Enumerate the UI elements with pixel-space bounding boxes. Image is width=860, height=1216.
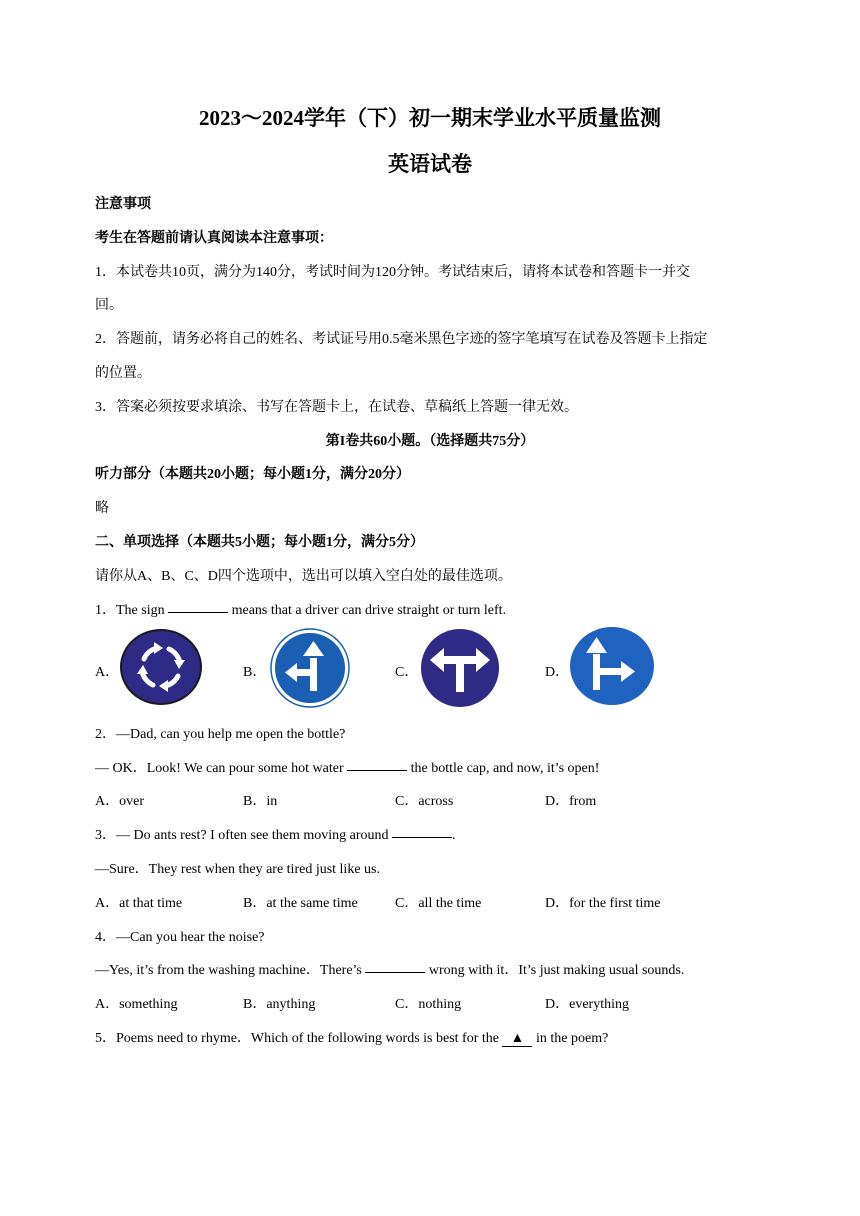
q3-option-b: B．at the same time — [243, 896, 358, 911]
listening-heading: 听力部分（本题共20小题；每小题1分，满分20分） — [95, 467, 410, 482]
q1-option-a-label: A． — [95, 665, 120, 680]
q5-stem — [95, 1027, 608, 1047]
notes-item: 的位置。 — [95, 366, 151, 381]
q3-option-d: D．for the first time — [545, 896, 661, 911]
section2-heading: 二、单项选择（本题共5小题；每小题1分，满分5分） — [95, 535, 424, 550]
q4-option-a: A．something — [95, 997, 178, 1012]
q5-blank: ▲ — [502, 1032, 532, 1047]
q4-option-b: B．anything — [243, 997, 316, 1012]
q4-line2-before: —Yes, it’s from the washing machine．There’s — [95, 963, 362, 978]
q3-option-a: A．at that time — [95, 896, 183, 911]
q3-line2: —Sure．They rest when they are tired just like us. — [95, 862, 380, 877]
q1-stem-after: means that a driver can drive straight or turn left. — [231, 603, 507, 618]
q4-blank — [365, 971, 425, 973]
notes-item: 2．答题前，请务必将自己的姓名、考试证号用0.5毫米黑色字迹的签字笔填写在试卷及答题卡上指定 — [95, 332, 708, 347]
q2-option-c: C．across — [395, 794, 454, 809]
q2-line1: 2．—Dad, can you help me open the bottle? — [95, 727, 346, 742]
exam-subtitle: 英语试卷 — [388, 152, 472, 176]
q4-line2 — [95, 959, 684, 979]
q2-option-d: D．from — [545, 794, 597, 809]
notes-intro: 考生在答题前请认真阅读本注意事项： — [95, 231, 333, 246]
q1-option-c-label: C． — [395, 665, 419, 680]
exam-title: 2023～2024学年（下）初一期末学业水平质量监测 — [199, 106, 661, 130]
q3-line1 — [95, 824, 456, 844]
left-or-right-sign-icon — [420, 628, 500, 708]
notes-heading: 注意事项 — [95, 197, 151, 212]
section2-instruction: 请你从A、B、C、D四个选项中，选出可以填入空白处的最佳选项。 — [95, 569, 512, 584]
roundabout-sign-icon — [118, 627, 204, 707]
straight-or-right-sign-icon — [569, 626, 655, 706]
q5-stem-before: 5．Poems need to rhyme．Which of the following words is best for the — [95, 1031, 499, 1046]
q3-line1-before: 3．— Do ants rest? I often see them moving around — [95, 828, 389, 843]
q1-blank — [168, 611, 228, 613]
q3-option-c: C．all the time — [395, 896, 482, 911]
q2-blank — [347, 769, 407, 771]
q3-line1-after: . — [452, 828, 456, 843]
q3-blank — [392, 836, 452, 838]
q4-line1: 4．—Can you hear the noise? — [95, 930, 265, 945]
q4-option-c: C．nothing — [395, 997, 462, 1012]
q2-line2-before: — OK．Look! We can pour some hot water — [95, 761, 344, 776]
q4-line2-after: wrong with it．It’s just making usual sounds. — [428, 963, 685, 978]
q1-option-d-label: D． — [545, 665, 570, 680]
q2-option-b: B．in — [243, 794, 278, 809]
q1-stem — [95, 599, 506, 619]
part1-heading: 第I卷共60小题。（选择题共75分） — [325, 434, 535, 449]
q1-option-b-label: B． — [243, 665, 267, 680]
q1-stem-before: 1．The sign — [95, 603, 165, 618]
notes-item: 1．本试卷共10页，满分为140分，考试时间为120分钟。考试结束后，请将本试卷和答题卡一并交 — [95, 265, 690, 280]
q2-option-a: A．over — [95, 794, 144, 809]
q2-line2 — [95, 757, 599, 777]
notes-item: 回。 — [95, 298, 123, 313]
q4-option-d: D．everything — [545, 997, 629, 1012]
listening-omitted: 略 — [95, 501, 109, 516]
q2-line2-after: the bottle cap, and now, it’s open! — [410, 761, 600, 776]
q5-stem-after: in the poem? — [535, 1031, 609, 1046]
straight-or-left-sign-icon — [270, 628, 350, 708]
notes-item: 3．答案必须按要求填涂、书写在答题卡上，在试卷、草稿纸上答题一律无效。 — [95, 400, 578, 415]
